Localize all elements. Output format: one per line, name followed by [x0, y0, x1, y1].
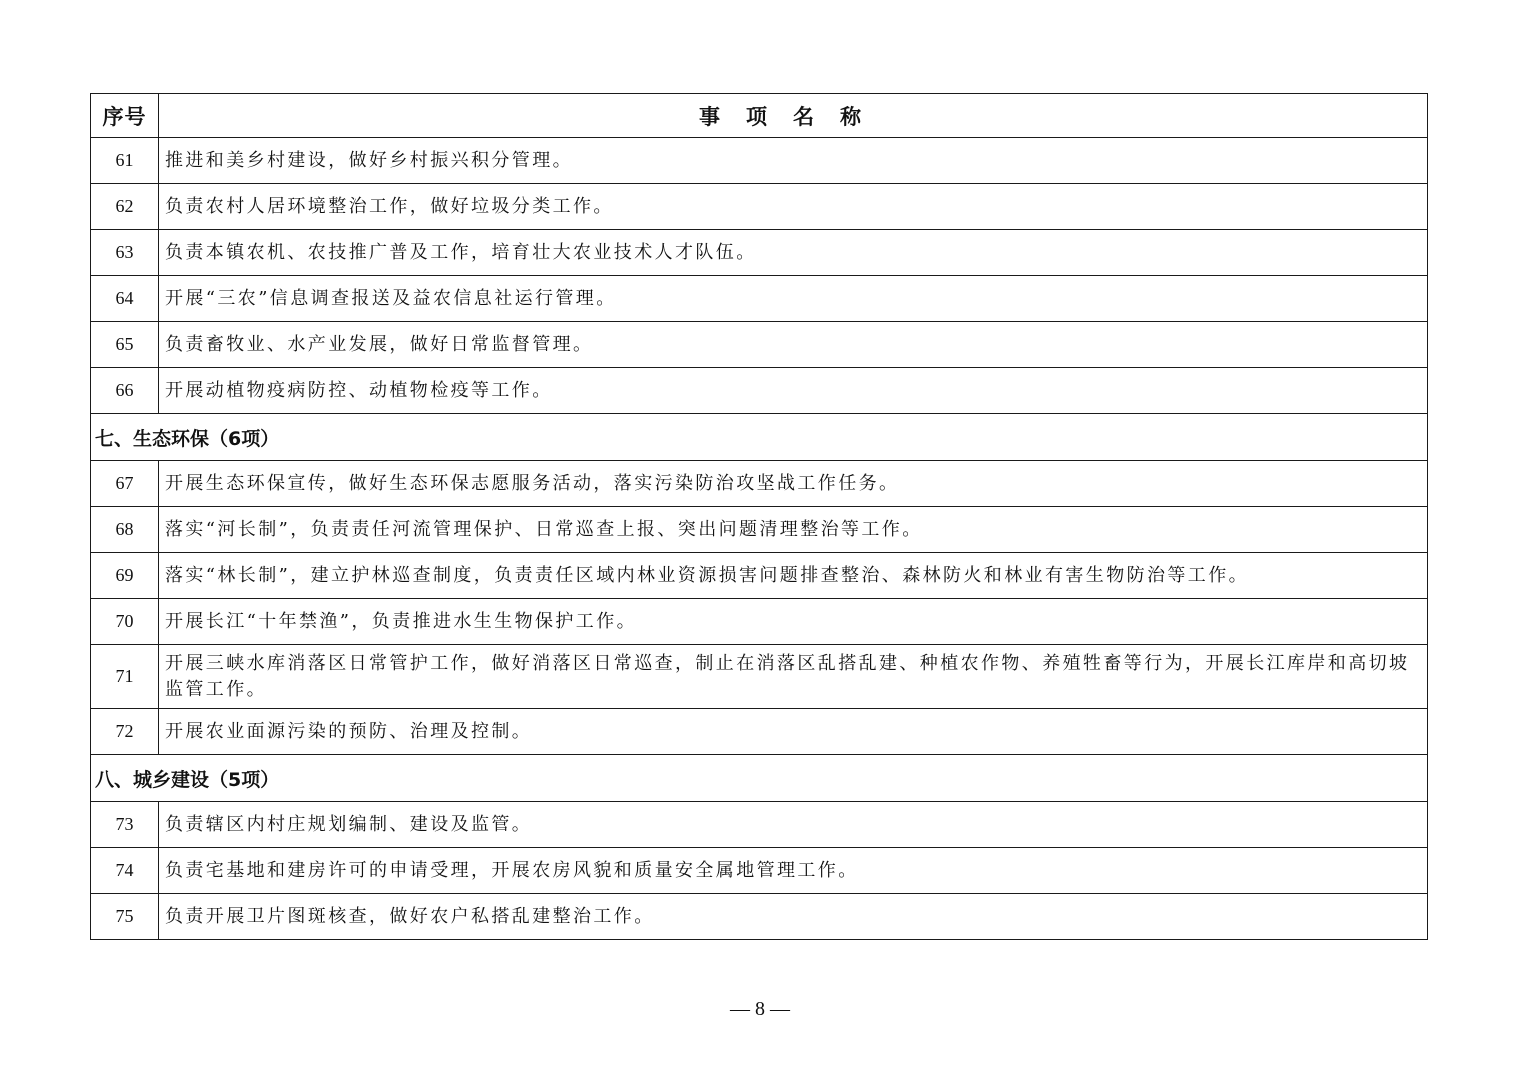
item-name-cell: 负责本镇农机、农技推广普及工作，培育壮大农业技术人才队伍。: [159, 230, 1428, 276]
serial-number-cell: 62: [91, 184, 159, 230]
table-row: [91, 184, 1428, 230]
header-item-name: 事项名称: [159, 94, 1428, 138]
serial-number-cell: 75: [91, 894, 159, 940]
item-name-cell: 负责畜牧业、水产业发展，做好日常监督管理。: [159, 322, 1428, 368]
item-name-cell: 负责宅基地和建房许可的申请受理，开展农房风貌和质量安全属地管理工作。: [159, 848, 1428, 894]
table-row: [91, 553, 1428, 599]
table-header-row: [91, 94, 1428, 138]
matters-table: [90, 93, 1428, 940]
serial-number-cell: 67: [91, 461, 159, 507]
item-name-cell: 推进和美乡村建设，做好乡村振兴积分管理。: [159, 138, 1428, 184]
section-heading-row: [91, 755, 1428, 802]
table-row: [91, 848, 1428, 894]
item-name-cell: 落实“河长制”，负责责任河流管理保护、日常巡查上报、突出问题清理整治等工作。: [159, 507, 1428, 553]
table-row: [91, 276, 1428, 322]
table-row: [91, 461, 1428, 507]
serial-number-cell: 63: [91, 230, 159, 276]
table-row: [91, 507, 1428, 553]
serial-number-cell: 66: [91, 368, 159, 414]
section-heading: 八、城乡建设（5项）: [91, 755, 1428, 802]
item-name-cell: 开展“三农”信息调查报送及益农信息社运行管理。: [159, 276, 1428, 322]
section-heading: 七、生态环保（6项）: [91, 414, 1428, 461]
table-body: [91, 138, 1428, 940]
item-name-cell: 负责农村人居环境整治工作，做好垃圾分类工作。: [159, 184, 1428, 230]
page-number: — 8 —: [730, 998, 790, 1020]
serial-number-cell: 61: [91, 138, 159, 184]
serial-number-cell: 64: [91, 276, 159, 322]
header-serial-number: 序号: [91, 94, 159, 138]
table-row: [91, 599, 1428, 645]
table-row: [91, 138, 1428, 184]
serial-number-cell: 74: [91, 848, 159, 894]
item-name-cell: 开展三峡水库消落区日常管护工作，做好消落区日常巡查，制止在消落区乱搭乱建、种植农作物、养殖牲畜等行为，开展长江库岸和高切坡监管工作。: [159, 645, 1428, 709]
serial-number-cell: 71: [91, 645, 159, 709]
item-name-cell: 落实“林长制”，建立护林巡查制度，负责责任区域内林业资源损害问题排查整治、森林防火和林业有害生物防治等工作。: [159, 553, 1428, 599]
item-name-cell: 开展农业面源污染的预防、治理及控制。: [159, 709, 1428, 755]
serial-number-cell: 65: [91, 322, 159, 368]
serial-number-cell: 70: [91, 599, 159, 645]
serial-number-cell: 73: [91, 802, 159, 848]
item-name-cell: 开展长江“十年禁渔”，负责推进水生生物保护工作。: [159, 599, 1428, 645]
table-row: [91, 368, 1428, 414]
table-row: [91, 709, 1428, 755]
table-row: [91, 645, 1428, 709]
table-row: [91, 230, 1428, 276]
table-row: [91, 322, 1428, 368]
serial-number-cell: 68: [91, 507, 159, 553]
table-row: [91, 894, 1428, 940]
serial-number-cell: 69: [91, 553, 159, 599]
section-heading-row: [91, 414, 1428, 461]
table-row: [91, 802, 1428, 848]
item-name-cell: 开展动植物疫病防控、动植物检疫等工作。: [159, 368, 1428, 414]
item-name-cell: 负责辖区内村庄规划编制、建设及监管。: [159, 802, 1428, 848]
item-name-cell: 负责开展卫片图斑核查，做好农户私搭乱建整治工作。: [159, 894, 1428, 940]
item-name-cell: 开展生态环保宣传，做好生态环保志愿服务活动，落实污染防治攻坚战工作任务。: [159, 461, 1428, 507]
serial-number-cell: 72: [91, 709, 159, 755]
